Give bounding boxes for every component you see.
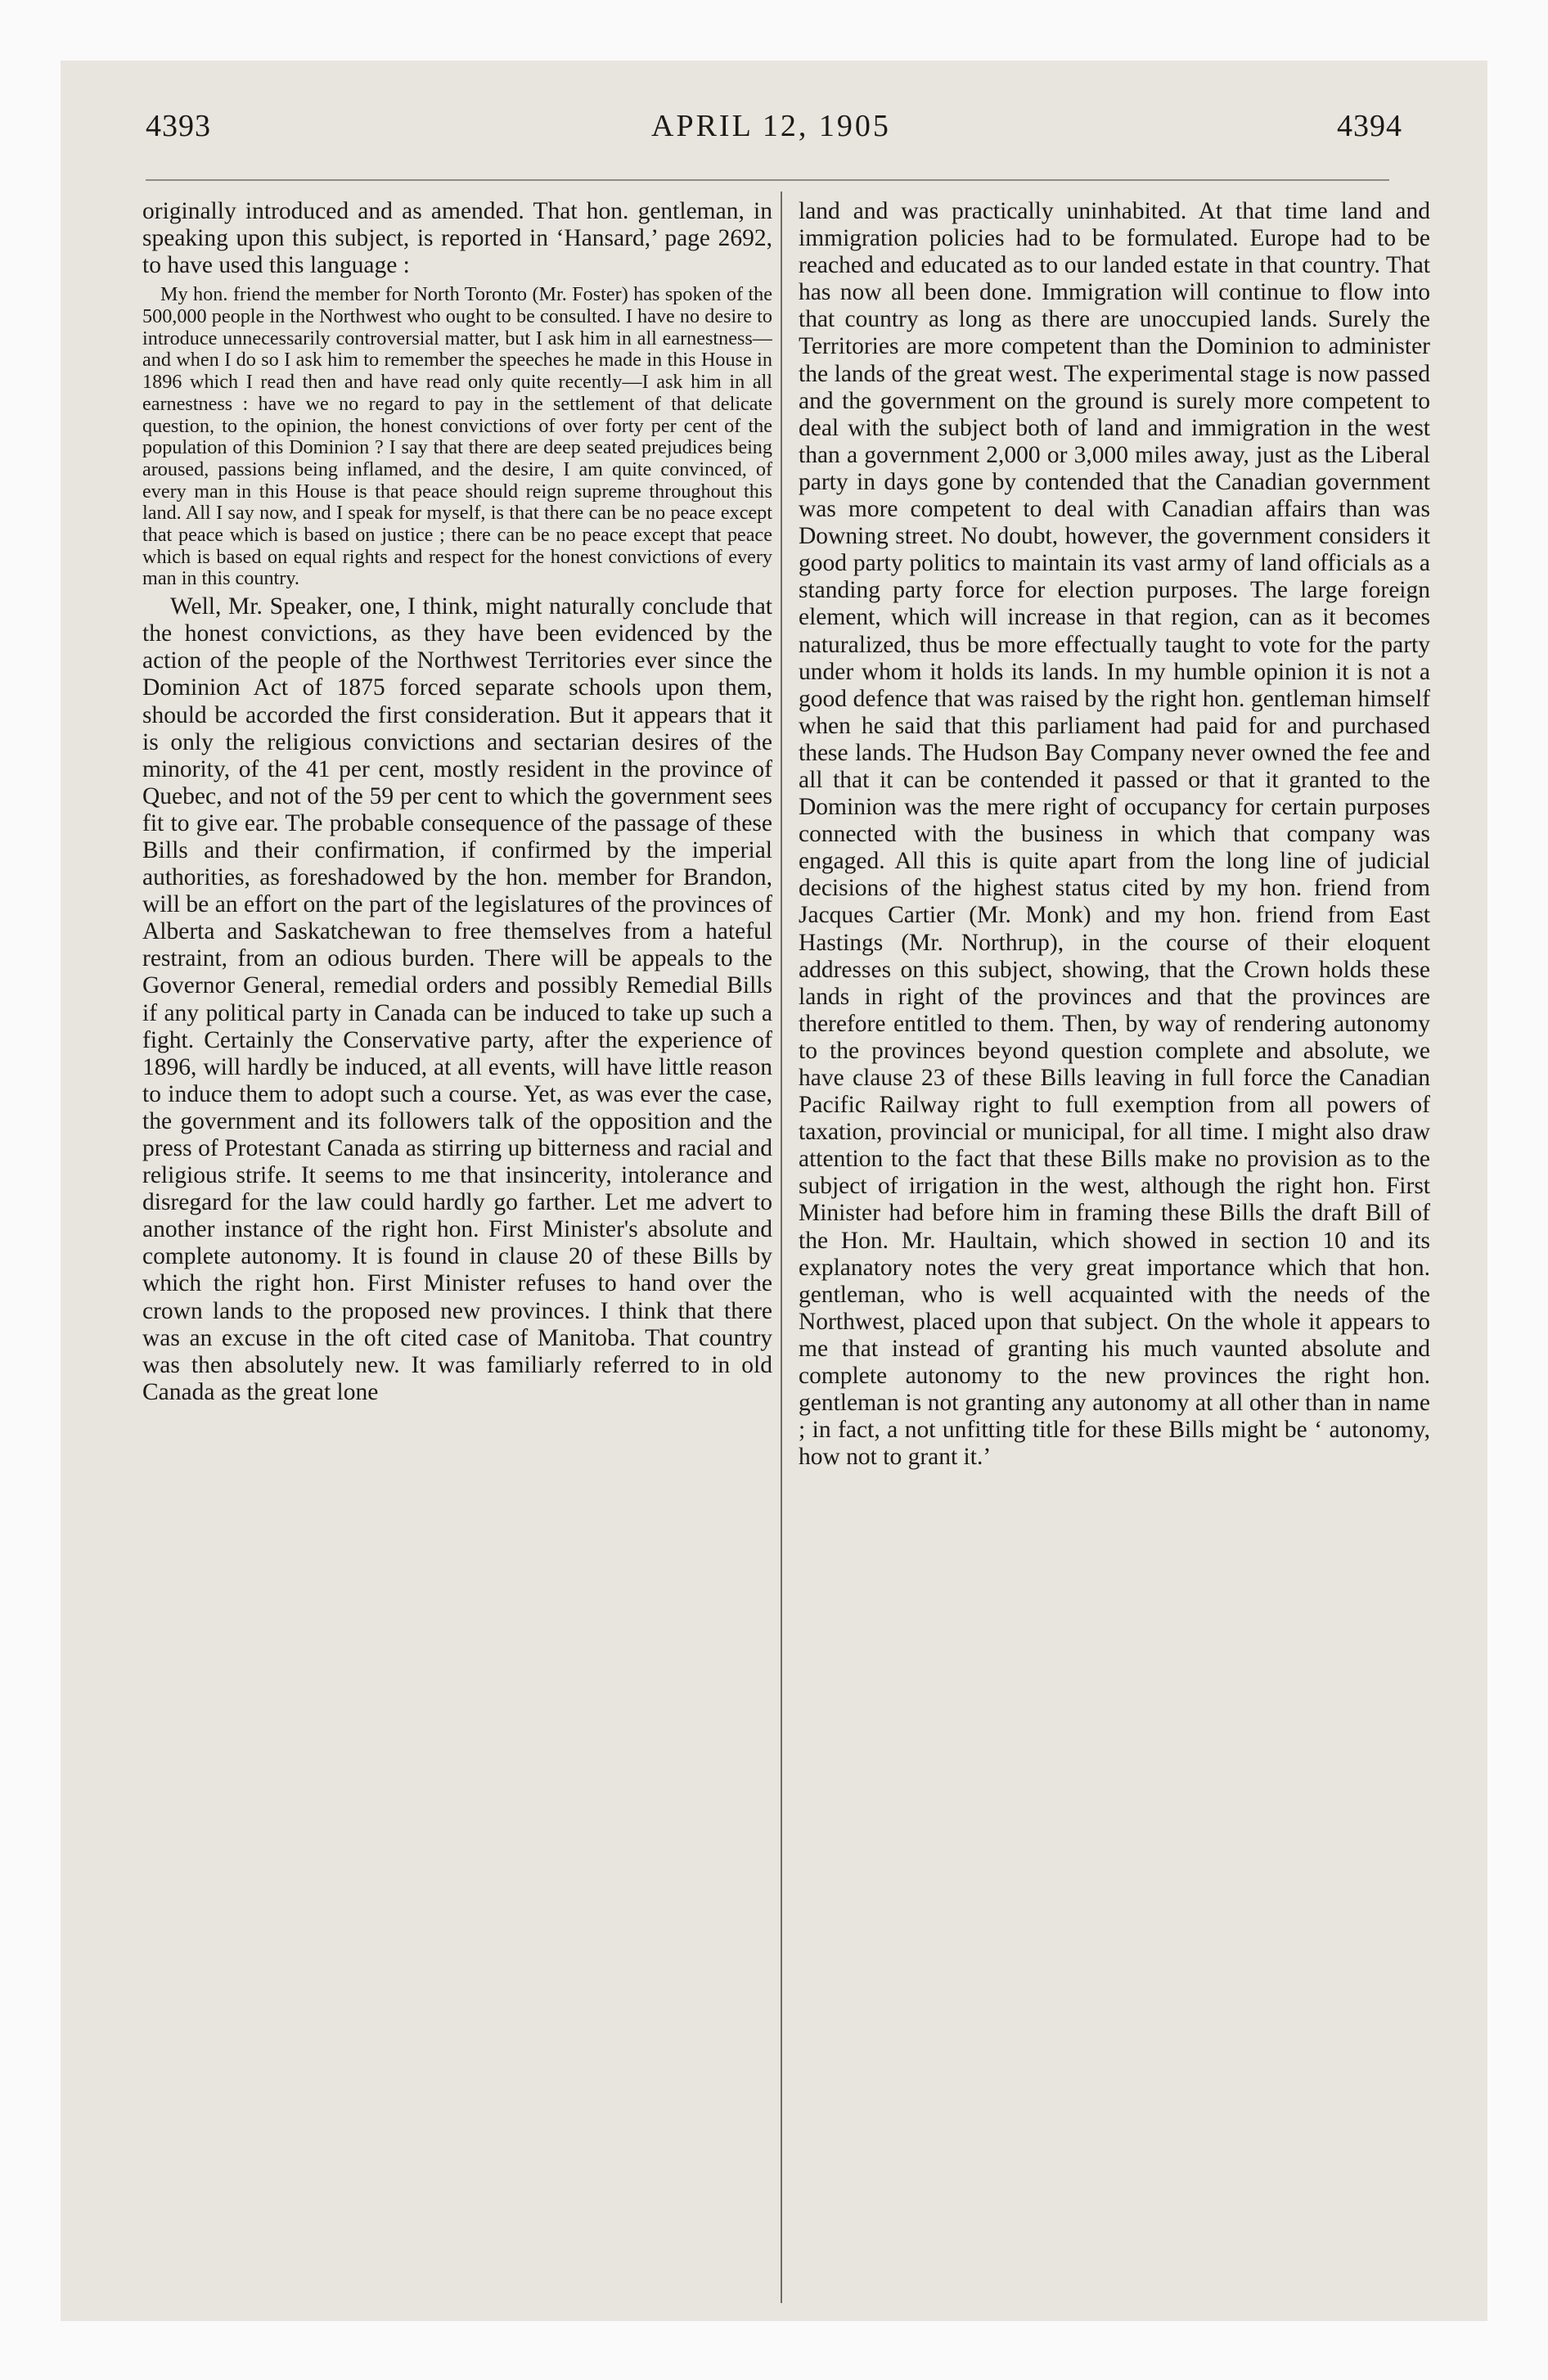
page-number-right: 4394 — [1337, 109, 1402, 143]
page-number-left: 4393 — [146, 109, 211, 143]
right-column — [799, 198, 1430, 2310]
left-paragraph-2: Well, Mr. Speaker, one, I think, might naturally conclude that the honest convictions, as they have been evidenced by the action of the people of the Northwest Territories ever since the Dominion Act of 1875 forced separate schools upon them, should be accorded the first consideration. But it appears that it is only the religious convictions and sectarian desires of the minority, of the 41 per cent, mostly resident in the province of Quebec, and not of the 59 per cent to which the government sees fit to give ear. The probable consequence of the passage of these Bills and their confirmation, if confirmed by the imperial authorities, as foreshadowed by the hon. member for Brandon, will be an effort on the part of the legislatures of the provinces of Alberta and Saskatchewan to free themselves from a hateful restraint, from an odious burden. There will be appeals to the Governor General, remedial orders and possibly Remedial Bills if any political party in Canada can be induced to take up such a fight. Certainly the Conservative party, after the experience of 1896, will hardly be induced, at all events, will have little reason to induce them to adopt such a course. Yet, as was ever the case, the government and its followers talk of the opposition and the press of Protestant Canada as stirring up bitterness and racial and religious strife. It seems to me that insincerity, intolerance and disregard for the law could hardly go farther. Let me advert to another instance of the right hon. First Minister's absolute and complete autonomy. It is found in clause 20 of these Bills by which the right hon. First Minister refuses to hand over the crown lands to the proposed new provinces. I think that there was an excuse in the oft cited case of Manitoba. That country was then absolutely new. It was familiarly referred to in old Canada as the great lone — [142, 593, 772, 1405]
right-paragraph-1: land and was practically uninhabited. At that time land and immigration policies had to be formulated. Europe had to be reached and educated as to our landed estate in that country. That has now all been done. Immigration will continue to flow into that country as long as there are unoccupied lands. Surely the Territories are more competent than the Dominion to administer the lands of the great west. The experimental stage is now passed and the government on the ground is surely more competent to deal with the subject both of land and immigration in the west than a government 2,000 or 3,000 miles away, just as the Liberal party in days gone by contended that the Canadian government was more competent to deal with Canadian affairs than was Downing street. No doubt, however, the government considers it good party politics to maintain its vast army of land officials as a standing party force for election purposes. The large foreign element, which will increase in that region, can as it becomes naturalized, thus be more effectually taught to vote for the party under whom it holds its lands. In my humble opinion it is not a good defence that was raised by the right hon. gentleman himself when he said that this parliament had paid for and purchased these lands. The Hudson Bay Company never owned the fee and all that it can be contended it passed or that it granted to the Dominion was the mere right of occupancy for certain purposes connected with the business in which that company was engaged. All this is quite apart from the long line of judicial decisions of the highest status cited by my hon. friend from Jacques Cartier (Mr. Monk) and my hon. friend from East Hastings (Mr. Northrup), in the course of their eloquent addresses on this subject, showing, that the Crown holds these lands in right of the provinces and that the provinces are therefore entitled to them. Then, by way of rendering autonomy to the provinces beyond question complete and absolute, we have clause 23 of these Bills leaving in full force the Canadian Pacific Railway right to full exemption from all powers of taxation, provincial or municipal, for all time. I might also draw attention to the fact that these Bills make no provision as to the subject of irrigation in the west, although the right hon. First Minister had before him in framing these Bills the draft Bill of the Hon. Mr. Haultain, which showed in section 10 and its explanatory notes the very great importance which that hon. gentleman, who is well acquainted with the needs of the Northwest, placed upon that subject. On the whole it appears to me that instead of granting his much vaunted absolute and complete autonomy to the new provinces the right hon. gentleman is not granting any autonomy at all other than in name ; in fact, a not unfitting title for these Bills might be ‘ autonomy, how not to grant it.’ — [799, 198, 1430, 1471]
quoted-passage: My hon. friend the member for North Toronto (Mr. Foster) has spoken of the 500,000 people in the Northwest who ought to be consulted. I have no desire to introduce unnecessarily controversial matter, but I ask him in all earnestness—and when I do so I ask him to remember the speeches he made in this House in 1896 which I read then and have read only quite recently—I ask him in all earnestness : have we no regard to pay in the settlement of that delicate question, to the opinion, the honest convictions of over forty per cent of the population of this Dominion ? I say that there are deep seated prejudices being aroused, passions being inflamed, and the desire, I am quite convinced, of every man in this House is that peace should reign supreme throughout this land. All I say now, and I speak for myself, is that there can be no peace except that peace which is based on justice ; there can be no peace except that peace which is based on equal rights and respect for the honest convictions of every man in this country. — [142, 283, 772, 590]
column-divider — [781, 192, 782, 2303]
header-rule — [146, 179, 1389, 181]
left-column — [142, 198, 772, 2310]
page-date: APRIL 12, 1905 — [651, 109, 891, 143]
left-paragraph-1: originally introduced and as amended. That hon. gentleman, in speaking upon this subject, is reported in ‘Hansard,’ page 2692, to have used this language : — [142, 198, 772, 279]
scanned-page — [61, 61, 1487, 2321]
